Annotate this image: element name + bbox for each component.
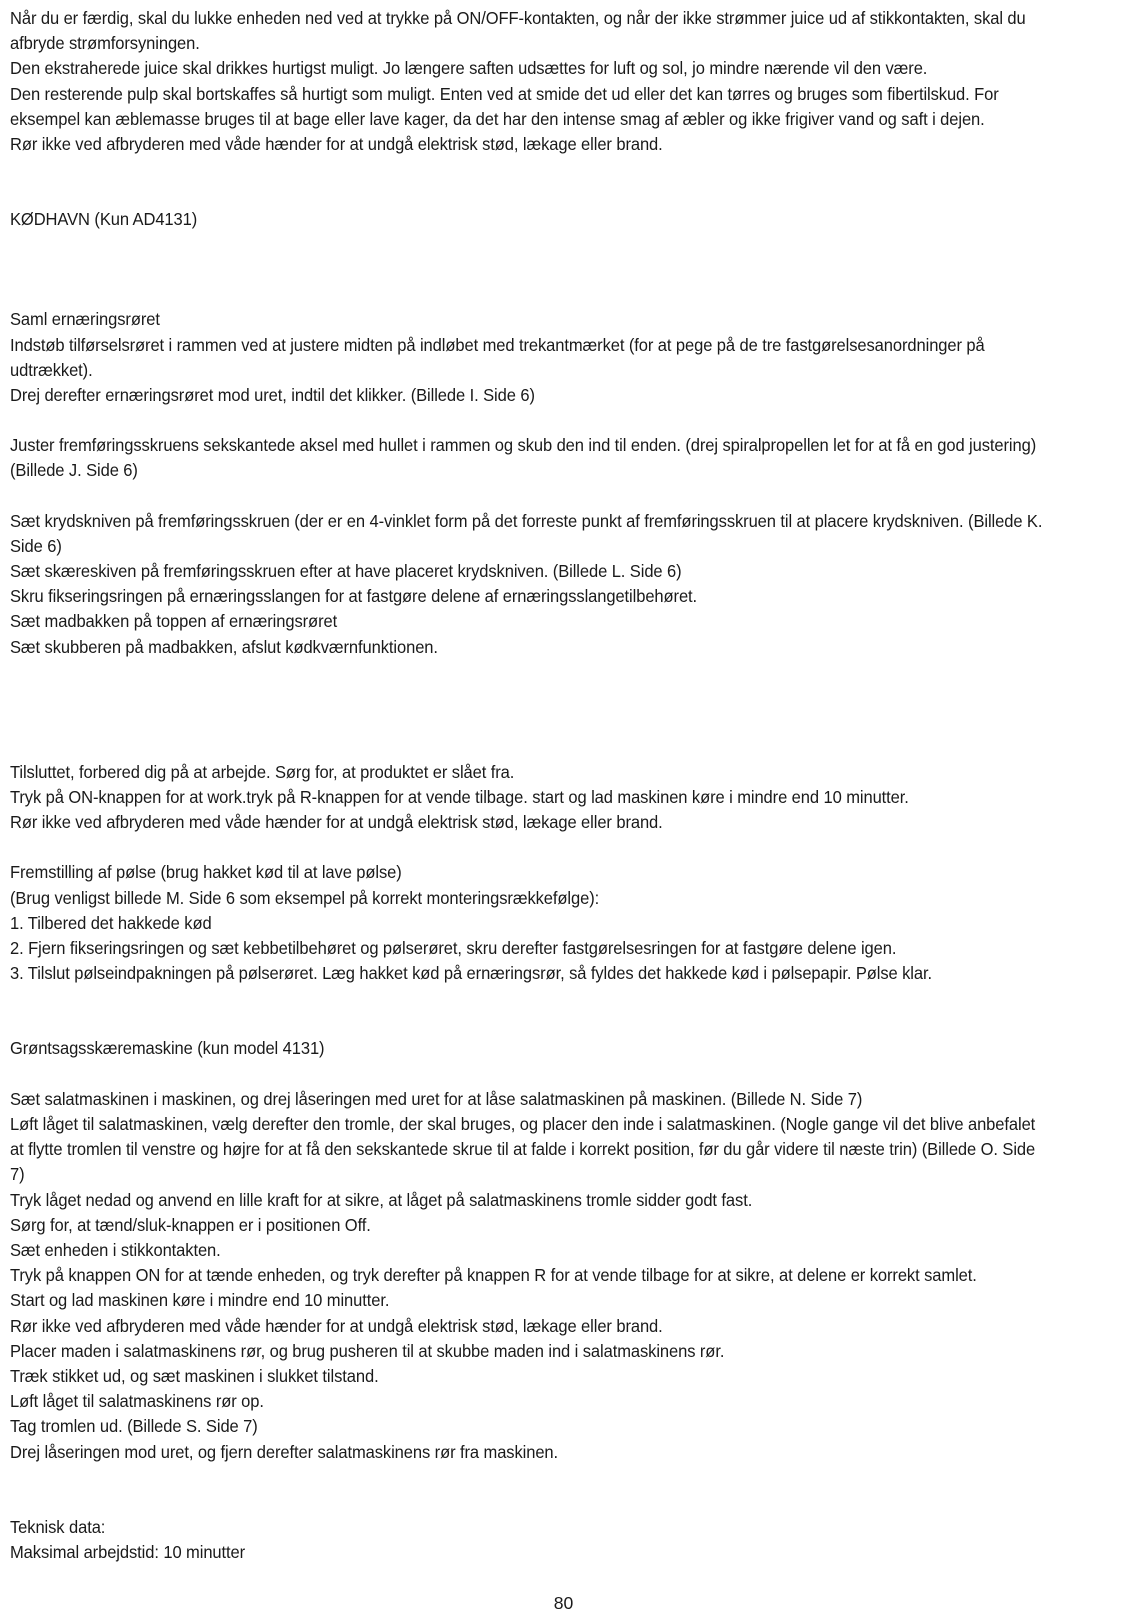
paragraph: Skru fikseringsringen på ernæringsslangen for at fastgøre delene af ernæringsslangetilbehøret. [10, 586, 698, 607]
paragraph: Sæt madbakken på toppen af ernæringsrøret [10, 611, 338, 632]
juicer-closing-section [10, 6, 1044, 157]
paragraph: Drej derefter ernæringsrøret mod uret, indtil det klikker. (Billede I. Side 6) [10, 385, 535, 406]
spacer [10, 157, 1044, 207]
vegetable-cutter-section [10, 1036, 1044, 1464]
section-heading-meat-grinder: KØDHAVN (Kun AD4131) [10, 209, 198, 230]
paragraph: Tryk låget nedad og anvend en lille kraft for at sikre, at låget på salatmaskinens tromle sidder godt fast. [10, 1189, 753, 1210]
technical-data-section [10, 1515, 1044, 1565]
paragraph: Den ekstraherede juice skal drikkes hurtigst muligt. Jo længere saften udsættes for luft og sol, jo mindre nærende vil den være. [10, 58, 928, 79]
paragraph: Tryk på knappen ON for at tænde enheden, og tryk derefter på knappen R for at vende tilbage for at sikre, at delene er korrekt samlet. [10, 1265, 977, 1286]
sausage-section [10, 860, 1044, 986]
paragraph: Rør ikke ved afbryderen med våde hænder for at undgå elektrisk stød, lækage eller brand. [10, 1315, 663, 1336]
paragraph: Sæt skubberen på madbakken, afslut kødkværnfunktionen. [10, 636, 438, 657]
paragraph: Sørg for, at tænd/sluk-knappen er i positionen Off. [10, 1214, 371, 1235]
paragraph: Indstøb tilførselsrøret i rammen ved at justere midten på indløbet med trekantmærket (for at pege på de tre fastgørelsesanordninger på udtrækket). [10, 334, 985, 380]
paragraph: Sæt enheden i stikkontakten. [10, 1239, 221, 1260]
paragraph: Træk stikket ud, og sæt maskinen i slukket tilstand. [10, 1365, 379, 1386]
spacer [10, 1465, 1044, 1515]
paragraph: Juster fremføringsskruens sekskantede aksel med hullet i rammen og skub den ind til enden. (drej spiralpropellen let for at få en god justering) (Billede J. Side 6) [10, 435, 1037, 481]
spacer [10, 660, 1044, 760]
section-heading-vegetable-cutter: Grøntsagsskæremaskine (kun model 4131) [10, 1038, 325, 1059]
paragraph: Rør ikke ved afbryderen med våde hænder for at undgå elektrisk stød, lækage eller brand. [10, 134, 663, 155]
spacer [10, 835, 1044, 860]
list-item: 3. Tilslut pølseindpakningen på pølserøret. Læg hakket kød på ernæringsrør, så fyldes det hakkede kød i pølsepapir. Pølse klar. [10, 963, 932, 984]
paragraph: Når du er færdig, skal du lukke enheden ned ved at trykke på ON/OFF-kontakten, og når der ikke strømmer juice ud af stikkontakten, skal du afbryde strømforsyningen. [10, 8, 1026, 54]
spacer [10, 408, 1044, 433]
paragraph: Sæt krydskniven på fremføringsskruen (der er en 4-vinklet form på det forreste punkt af fremføringsskruen til at placere krydskniven. (Billede K. Side 6) [10, 510, 1043, 556]
paragraph: Fremstilling af pølse (brug hakket kød til at lave pølse) [10, 862, 402, 883]
page-number: 80 [553, 1593, 574, 1613]
list-item: 1. Tilbered det hakkede kød [10, 912, 212, 933]
assemble-section [10, 307, 1044, 659]
paragraph: (Brug venligst billede M. Side 6 som eksempel på korrekt monteringsrækkefølge): [10, 887, 600, 908]
paragraph: Tilsluttet, forbered dig på at arbejde. Sørg for, at produktet er slået fra. [10, 761, 515, 782]
paragraph: Den resterende pulp skal bortskaffes så hurtigt som muligt. Enten ved at smide det ud eller det kan tørres og bruges som fibertilskud. For eksempel kan æblemasse bruges til at bage eller lave kager, da det har den intense smag af æbler og ikke frigiver vand og saft i dejen. [10, 83, 999, 129]
paragraph: Sæt skæreskiven på fremføringsskruen efter at have placeret krydskniven. (Billede L. Side 6) [10, 561, 682, 582]
paragraph: Start og lad maskinen køre i mindre end 10 minutter. [10, 1290, 390, 1311]
spacer [10, 232, 1044, 307]
document-body [10, 6, 1044, 1565]
list-item: 2. Fjern fikseringsringen og sæt kebbetilbehøret og pølserøret, skru derefter fastgørelsesringen for at fastgøre delene igen. [10, 938, 897, 959]
subsection-heading: Saml ernæringsrøret [10, 309, 160, 330]
paragraph: Tag tromlen ud. (Billede S. Side 7) [10, 1416, 258, 1437]
paragraph: Placer maden i salatmaskinens rør, og brug pusheren til at skubbe maden ind i salatmaskinens rør. [10, 1340, 725, 1361]
operate-section [10, 760, 1044, 836]
spacer [10, 1062, 1044, 1087]
paragraph: Rør ikke ved afbryderen med våde hænder for at undgå elektrisk stød, lækage eller brand. [10, 812, 663, 833]
paragraph: Tryk på ON-knappen for at work.tryk på R-knappen for at vende tilbage. start og lad maskinen køre i mindre end 10 minutter. [10, 787, 909, 808]
paragraph: Løft låget til salatmaskinens rør op. [10, 1391, 264, 1412]
paragraph: Sæt salatmaskinen i maskinen, og drej låseringen med uret for at låse salatmaskinen på maskinen. (Billede N. Side 7) [10, 1088, 863, 1109]
spacer [10, 986, 1044, 1036]
tech-value: Maksimal arbejdstid: 10 minutter [10, 1541, 246, 1562]
paragraph: Drej låseringen mod uret, og fjern derefter salatmaskinens rør fra maskinen. [10, 1441, 559, 1462]
paragraph: Løft låget til salatmaskinen, vælg derefter den tromle, der skal bruges, og placer den inde i salatmaskinen. (Nogle gange vil det blive anbefalet at flytte tromlen til venstre og højre for at få den sekskantede skrue til at falde i korrekt position, før du går videre til næste trin) (Billede O. Side 7) [10, 1113, 1036, 1185]
spacer [10, 484, 1044, 509]
tech-heading: Teknisk data: [10, 1516, 106, 1537]
